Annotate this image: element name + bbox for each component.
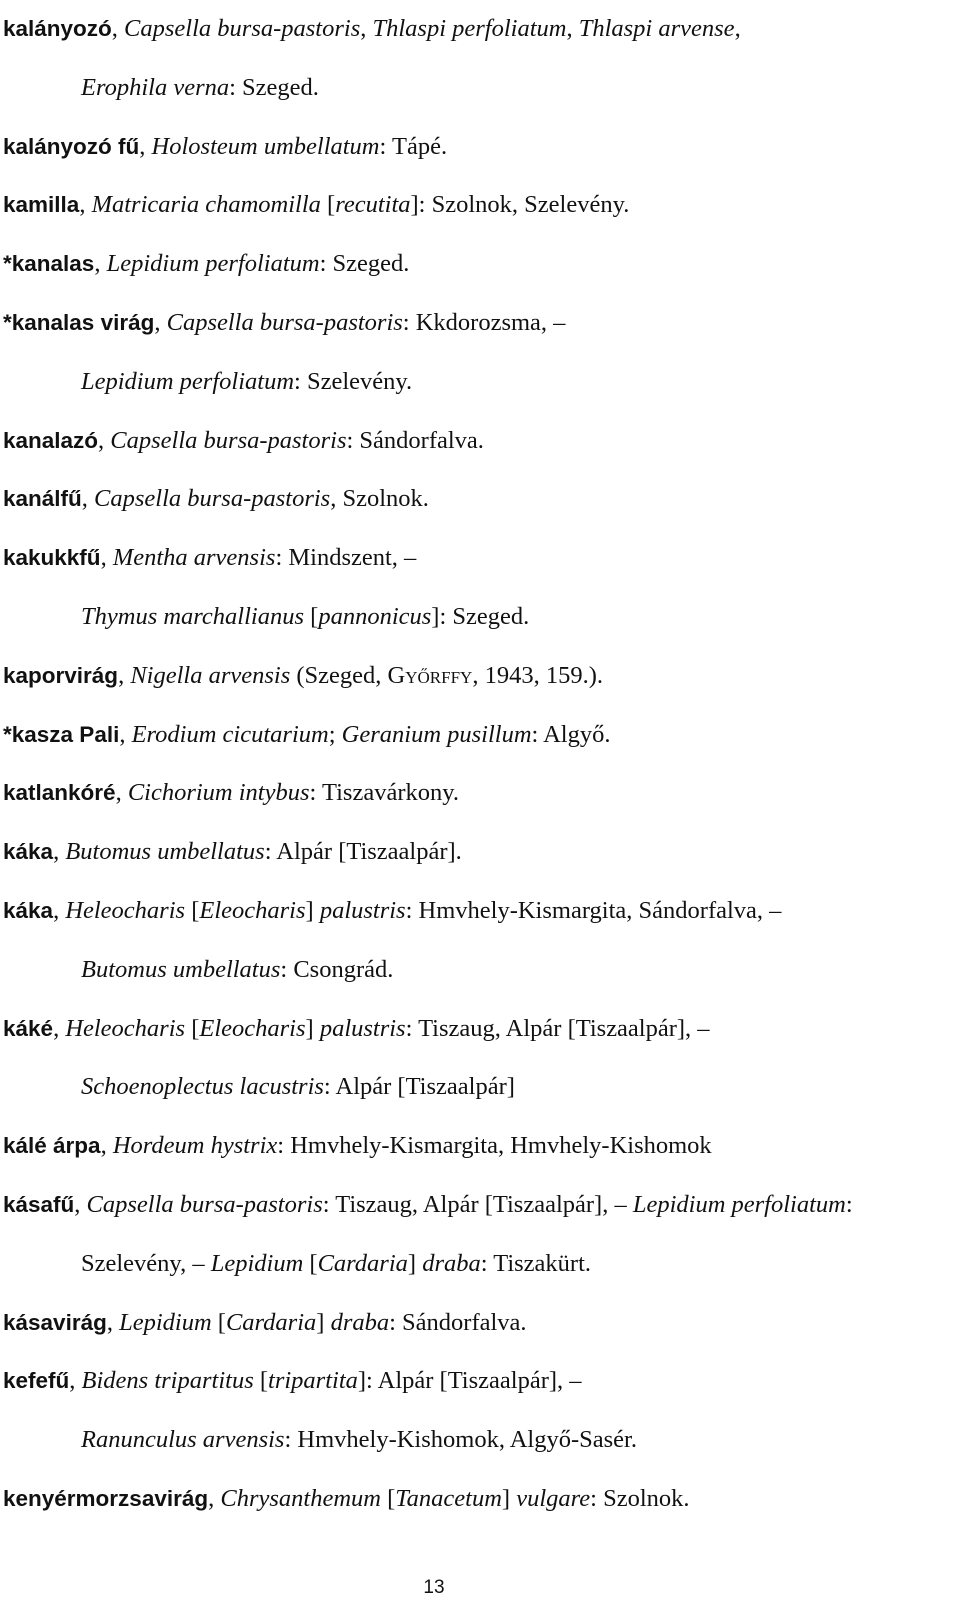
plain-text: , bbox=[79, 191, 92, 219]
page-number: 13 bbox=[423, 1577, 445, 1598]
plain-text: [ bbox=[303, 1249, 318, 1277]
headword: *kanalas bbox=[3, 251, 95, 277]
latin-name: Cardaria bbox=[317, 1249, 408, 1277]
plain-text: Szelevény, – bbox=[81, 1249, 211, 1277]
plain-text: ]: Szeged. bbox=[431, 602, 530, 630]
glossary-entry-line bbox=[0, 529, 960, 588]
plain-text: , bbox=[100, 544, 113, 572]
plain-text: , bbox=[118, 661, 131, 689]
latin-name: Butomus umbellatus bbox=[81, 955, 281, 983]
glossary-entry-line bbox=[0, 118, 960, 177]
glossary-continuation-line bbox=[0, 1058, 960, 1117]
plain-text: : Tiszaug, Alpár [Tiszaalpár], – bbox=[322, 1190, 633, 1218]
plain-text: , bbox=[74, 1190, 87, 1218]
latin-name: Capsella bursa-pastoris bbox=[166, 308, 403, 336]
headword: *kanalas virág bbox=[3, 309, 155, 335]
plain-text: ] bbox=[305, 1014, 320, 1042]
author-name: Győrffy bbox=[387, 661, 473, 689]
glossary-entry-line bbox=[0, 647, 960, 706]
plain-text: : Szolnok. bbox=[590, 1484, 690, 1512]
headword: kanálfű bbox=[3, 486, 82, 512]
plain-text: : Szelevény. bbox=[294, 367, 413, 395]
latin-name: Capsella bursa-pastoris bbox=[124, 15, 361, 42]
latin-name: palustris bbox=[319, 1014, 406, 1042]
latin-name: Erodium cicutarium bbox=[131, 720, 329, 748]
glossary-continuation-line bbox=[0, 59, 960, 118]
plain-text: , bbox=[53, 896, 66, 924]
glossary-continuation-line bbox=[0, 1411, 960, 1470]
plain-text: ; bbox=[328, 720, 342, 748]
plain-text: , bbox=[734, 15, 741, 42]
latin-name: Heleocharis bbox=[65, 896, 186, 924]
plain-text: , bbox=[139, 132, 152, 160]
plain-text: : Szeged. bbox=[229, 73, 319, 101]
latin-name: Lepidium perfoliatum bbox=[81, 367, 295, 395]
plain-text: : Hmvhely-Kishomok, Algyő-Sasér. bbox=[284, 1426, 637, 1454]
plain-text: : Alpár [Tiszaalpár]. bbox=[264, 838, 462, 866]
glossary-entry-line bbox=[0, 1117, 960, 1176]
plain-text: , bbox=[360, 15, 373, 42]
plain-text: (Szeged, bbox=[290, 661, 388, 689]
glossary-entry-line bbox=[0, 706, 960, 765]
plain-text: [ bbox=[320, 191, 336, 219]
latin-name: vulgare bbox=[516, 1484, 591, 1512]
headword: káké bbox=[3, 1015, 54, 1041]
plain-text: , 1943, 159.). bbox=[472, 661, 603, 689]
latin-name: Lepidium bbox=[119, 1308, 212, 1336]
plain-text: , bbox=[53, 838, 66, 866]
latin-name: Holosteum umbellatum bbox=[151, 132, 380, 160]
plain-text: [ bbox=[185, 896, 200, 924]
latin-name: Nigella arvensis bbox=[130, 661, 291, 689]
latin-name: tripartita bbox=[268, 1367, 358, 1395]
latin-name: Heleocharis bbox=[65, 1014, 186, 1042]
latin-name: Thlaspi perfoliatum bbox=[372, 15, 567, 42]
headword: kásafű bbox=[3, 1191, 75, 1217]
latin-name: Schoenoplectus lacustris bbox=[81, 1073, 324, 1101]
latin-name: Bidens tripartitus bbox=[81, 1367, 254, 1395]
plain-text: : Hmvhely-Kismargita, Hmvhely-Kishomok bbox=[277, 1132, 712, 1160]
plain-text: , bbox=[98, 426, 111, 454]
latin-name: Matricaria chamomilla bbox=[91, 191, 321, 219]
plain-text: : Hmvhely-Kismargita, Sándorfalva, – bbox=[405, 896, 782, 924]
latin-name: Lepidium perfoliatum bbox=[632, 1190, 846, 1218]
plain-text: , bbox=[81, 485, 95, 513]
latin-name: Hordeum hystrix bbox=[112, 1132, 278, 1160]
glossary-continuation-line bbox=[0, 1235, 960, 1294]
glossary-entry-line bbox=[0, 412, 960, 471]
plain-text: : Mindszent, – bbox=[275, 544, 417, 572]
plain-text: [ bbox=[211, 1308, 226, 1336]
plain-text: , bbox=[111, 15, 125, 42]
plain-text: : Tiszavárkony. bbox=[309, 779, 460, 807]
latin-name: Cardaria bbox=[225, 1308, 317, 1336]
glossary-entry-line bbox=[0, 470, 960, 529]
glossary-entry-line bbox=[0, 823, 960, 882]
glossary-entry-line bbox=[0, 764, 960, 823]
plain-text: , bbox=[106, 1308, 120, 1336]
headword: kalányozó fű bbox=[3, 133, 140, 159]
plain-text: : Csongrád. bbox=[280, 955, 394, 983]
glossary-entry-line bbox=[0, 1176, 960, 1235]
plain-text: : Kkdorozsma, – bbox=[402, 308, 566, 336]
latin-name: Cichorium intybus bbox=[127, 779, 310, 807]
latin-name: recutita bbox=[335, 191, 411, 219]
latin-name: Eleocharis bbox=[199, 896, 306, 924]
latin-name: Thlaspi arvense bbox=[578, 15, 735, 42]
latin-name: draba bbox=[330, 1308, 390, 1336]
glossary-entry-line bbox=[0, 235, 960, 294]
headword: káka bbox=[3, 897, 54, 923]
latin-name: Butomus umbellatus bbox=[65, 838, 265, 866]
latin-name: Lepidium perfoliatum bbox=[106, 250, 320, 278]
glossary-continuation-line bbox=[0, 588, 960, 647]
plain-text: , bbox=[115, 779, 128, 807]
plain-text: ] bbox=[305, 896, 320, 924]
latin-name: Capsella bursa-pastoris bbox=[94, 485, 331, 513]
latin-name: palustris bbox=[319, 896, 406, 924]
glossary-entry-line bbox=[0, 1000, 960, 1059]
plain-text: ]: Szolnok, Szelevény. bbox=[410, 191, 630, 219]
plain-text: [ bbox=[253, 1367, 269, 1395]
plain-text: [ bbox=[304, 602, 319, 630]
plain-text: : Alpár [Tiszaalpár] bbox=[323, 1073, 515, 1101]
headword: kakukkfű bbox=[3, 545, 101, 571]
headword: káka bbox=[3, 839, 54, 865]
plain-text: : Algyő. bbox=[531, 720, 611, 748]
latin-name: Tanacetum bbox=[395, 1484, 502, 1512]
latin-name: Mentha arvensis bbox=[112, 544, 276, 572]
headword: kalányozó bbox=[3, 16, 112, 41]
headword: kefefű bbox=[3, 1368, 70, 1394]
plain-text: : Tiszaug, Alpár [Tiszaalpár], – bbox=[405, 1014, 710, 1042]
plain-text: : bbox=[845, 1190, 853, 1218]
latin-name: Eleocharis bbox=[199, 1014, 306, 1042]
plain-text: , bbox=[69, 1367, 82, 1395]
plain-text: , bbox=[208, 1484, 221, 1512]
headword: kenyérmorzsavirág bbox=[3, 1485, 209, 1511]
plain-text: , bbox=[119, 720, 132, 748]
headword: kásavirág bbox=[3, 1309, 107, 1335]
glossary-entry-line bbox=[0, 1470, 960, 1529]
latin-name: Capsella bursa-pastoris bbox=[110, 426, 347, 454]
plain-text: , bbox=[94, 250, 107, 278]
headword: kamilla bbox=[3, 192, 80, 218]
latin-name: Erophila verna bbox=[81, 73, 230, 101]
glossary-entry-line bbox=[0, 176, 960, 235]
plain-text: ] bbox=[407, 1249, 423, 1277]
glossary-entry-line bbox=[0, 1352, 960, 1411]
plain-text: [ bbox=[185, 1014, 200, 1042]
latin-name: pannonicus bbox=[318, 602, 432, 630]
headword: *kasza Pali bbox=[3, 721, 120, 747]
latin-name: draba bbox=[422, 1249, 481, 1277]
plain-text: [ bbox=[380, 1484, 396, 1512]
glossary-continuation-line bbox=[0, 941, 960, 1000]
glossary-entry-line bbox=[0, 1294, 960, 1353]
plain-text: ]: Alpár [Tiszaalpár], – bbox=[357, 1367, 582, 1395]
plain-text: : Szeged. bbox=[319, 250, 410, 278]
glossary-entry-line bbox=[0, 294, 960, 353]
headword: kanalazó bbox=[3, 427, 99, 453]
glossary-entry-line bbox=[0, 882, 960, 941]
plain-text: : Sándorfalva. bbox=[389, 1308, 527, 1336]
latin-name: Lepidium bbox=[210, 1249, 304, 1277]
plain-text: , bbox=[100, 1132, 113, 1160]
latin-name: Capsella bursa-pastoris bbox=[86, 1190, 323, 1218]
headword: katlankóré bbox=[3, 780, 116, 806]
latin-name: Chrysanthemum bbox=[220, 1484, 381, 1512]
plain-text: , bbox=[53, 1014, 66, 1042]
plain-text: , bbox=[566, 15, 579, 42]
glossary-entry-line bbox=[0, 0, 960, 59]
latin-name: Geranium pusillum bbox=[341, 720, 532, 748]
latin-name: Thymus marchallianus bbox=[81, 602, 305, 630]
plain-text: : Tápé. bbox=[379, 132, 448, 160]
plain-text: , Szolnok. bbox=[330, 485, 429, 513]
plain-text: : Sándorfalva. bbox=[346, 426, 484, 454]
glossary-continuation-line bbox=[0, 353, 960, 412]
plain-text: ] bbox=[501, 1484, 517, 1512]
plain-text: ] bbox=[316, 1308, 331, 1336]
latin-name: Ranunculus arvensis bbox=[81, 1426, 285, 1454]
plain-text: , bbox=[154, 308, 167, 336]
plain-text: : Tiszakürt. bbox=[480, 1249, 592, 1277]
headword: kálé árpa bbox=[3, 1133, 101, 1159]
headword: kaporvirág bbox=[3, 662, 119, 688]
